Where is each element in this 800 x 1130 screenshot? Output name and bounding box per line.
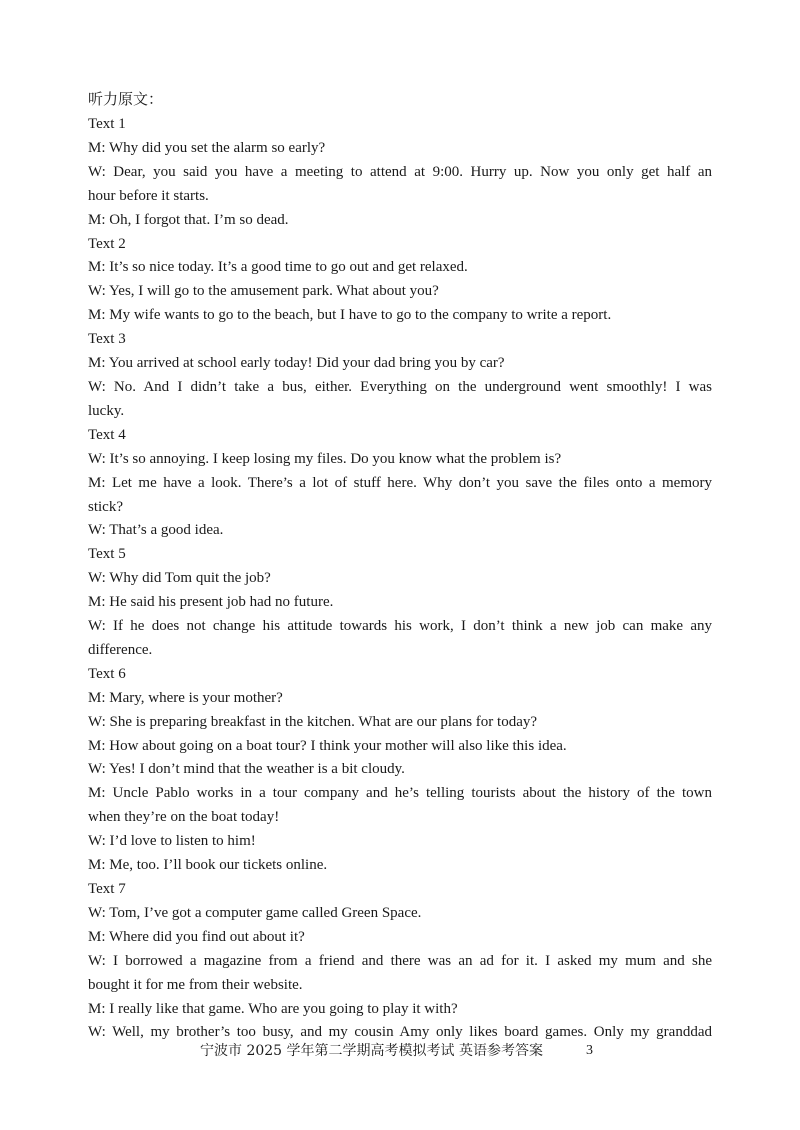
transcript-line: difference. [88, 641, 153, 658]
section-heading: Text 6 [88, 665, 126, 682]
transcript-line: M: Oh, I forgot that. I’m so dead. [88, 211, 289, 228]
section-heading: Text 5 [88, 546, 126, 563]
transcript-line: M: Let me have a look. There’s a lot of stuff here. Why don’t you save the files onto a memory [88, 474, 712, 491]
transcript-line: W: It’s so annoying. I keep losing my files. Do you know what the problem is? [88, 450, 562, 467]
transcript-line: W: Why did Tom quit the job? [88, 570, 271, 587]
section-heading: Text 1 [88, 116, 126, 132]
transcript-line: W: Well, my brother’s too busy, and my cousin Amy only likes board games. Only my granddad [88, 1024, 712, 1041]
section-heading: Text 3 [88, 331, 126, 348]
transcript-line: M: My wife wants to go to the beach, but I have to go to the company to write a report. [88, 307, 612, 324]
transcript-line: W: Yes! I don’t mind that the weather is a bit cloudy. [88, 761, 405, 778]
transcript-line: W: I’d love to listen to him! [88, 833, 256, 850]
transcript-line: M: Where did you find out about it? [88, 928, 305, 945]
transcript-line: W: No. And I didn’t take a bus, either. Everything on the underground went smoothly! I was [88, 378, 712, 395]
transcript-line: M: Me, too. I’ll book our tickets online. [88, 857, 328, 874]
transcript-line: M: I really like that game. Who are you going to play it with? [88, 1000, 458, 1017]
transcript-line: M: You arrived at school early today! Did your dad bring you by car? [88, 355, 505, 372]
transcript-line: when they’re on the boat today! [88, 809, 280, 826]
transcript-line: M: It’s so nice today. It’s a good time to go out and get relaxed. [88, 259, 468, 276]
transcript-line: W: If he does not change his attitude towards his work, I don’t think a new job can make any [88, 618, 712, 635]
page-number: 3 [586, 1043, 593, 1058]
section-heading: Text 7 [88, 881, 126, 897]
transcript-line: W: Yes, I will go to the amusement park. What about you? [88, 283, 439, 300]
transcript-line: stick? [88, 498, 123, 515]
transcript-line: M: Mary, where is your mother? [88, 689, 283, 706]
transcript-line: bought it for me from their website. [88, 976, 303, 993]
section-heading: Text 2 [88, 235, 126, 252]
transcript-line: M: Uncle Pablo works in a tour company and he’s telling tourists about the history of the town [88, 785, 712, 802]
transcript-line: M: How about going on a boat tour? I think your mother will also like this idea. [88, 737, 567, 754]
transcript-line: hour before it starts. [88, 187, 209, 204]
transcript-line: W: She is preparing breakfast in the kitchen. What are our plans for today? [88, 713, 538, 730]
transcript-line: lucky. [88, 402, 125, 419]
page-footer: 宁波市 2025 学年第二学期高考模拟考试 英语参考答案 [200, 1043, 543, 1059]
transcript-line: M: He said his present job had no future. [88, 594, 334, 611]
transcript-line: W: That’s a good idea. [88, 522, 224, 539]
transcript-line: W: I borrowed a magazine from a friend and there was an ad for it. I asked my mum and she [88, 952, 712, 969]
transcript-line: W: Dear, you said you have a meeting to attend at 9:00. Hurry up. Now you only get half an [88, 163, 712, 180]
transcript-line: M: Why did you set the alarm so early? [88, 139, 326, 156]
transcript-body [88, 113, 712, 1045]
section-heading: Text 4 [88, 426, 126, 443]
transcript-line: W: Tom, I’ve got a computer game called Green Space. [88, 904, 422, 921]
transcript-heading: 听力原文： [88, 92, 164, 108]
